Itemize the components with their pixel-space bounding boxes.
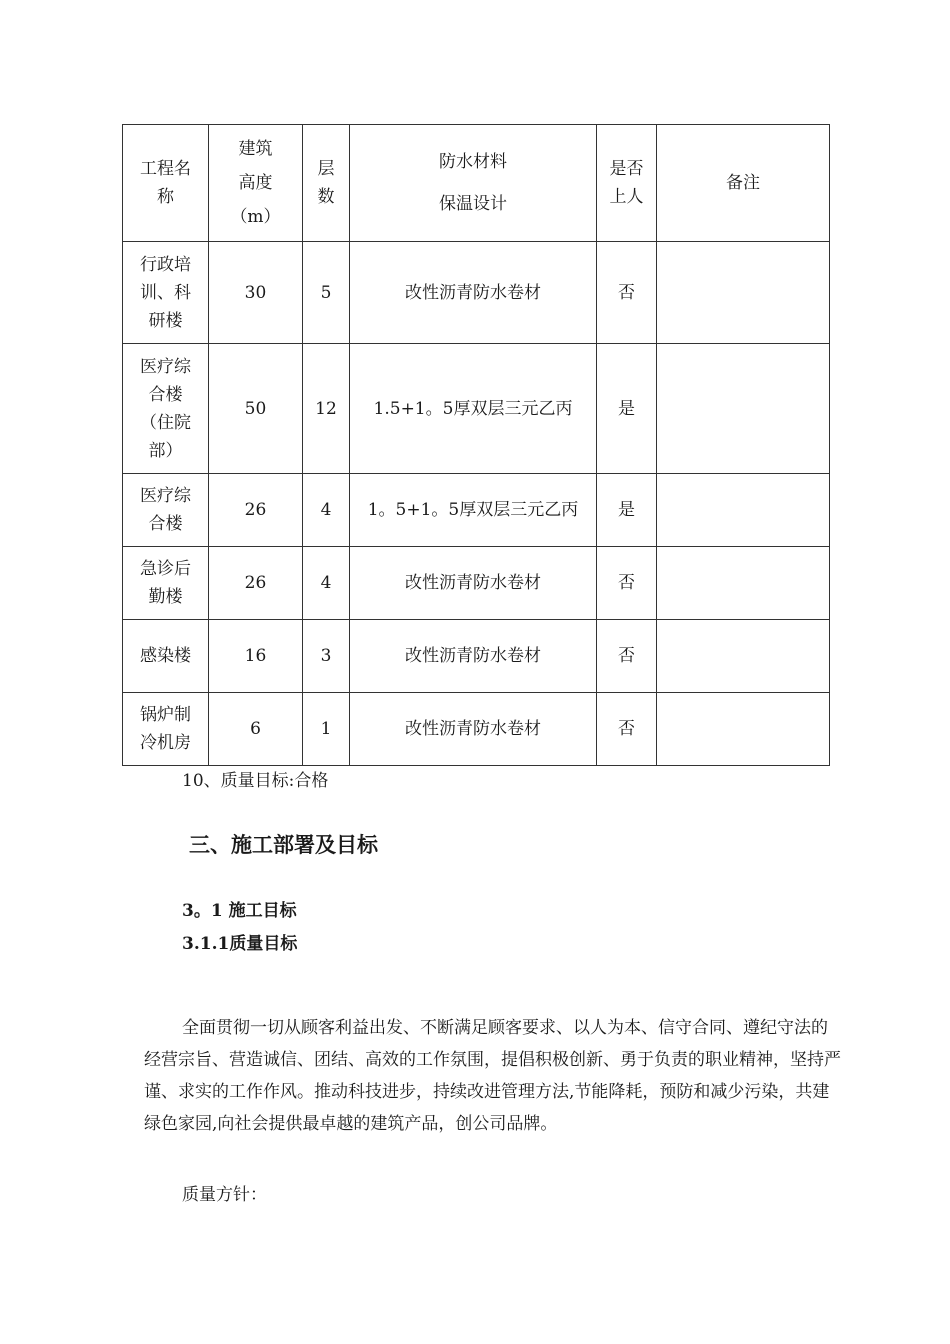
cell-height: 26 (209, 547, 303, 620)
cell-project-name: 行政培 训、科 研楼 (123, 242, 209, 344)
cell-walkable: 否 (597, 242, 657, 344)
table-row (123, 693, 830, 766)
cell-floors: 3 (303, 620, 350, 693)
cell-remark (657, 474, 830, 547)
cell-height: 26 (209, 474, 303, 547)
cell-project-name: 医疗综 合楼 （住院 部） (123, 344, 209, 474)
header-remark: 备注 (657, 125, 830, 242)
cell-material: 1.5+1。5厚双层三元乙丙 (350, 344, 597, 474)
cell-floors: 5 (303, 242, 350, 344)
cell-height: 16 (209, 620, 303, 693)
cell-project-name: 感染楼 (123, 620, 209, 693)
subsection-heading: 3。1 施工目标 (182, 901, 297, 921)
cell-remark (657, 693, 830, 766)
table-row (123, 344, 830, 474)
cell-floors: 4 (303, 547, 350, 620)
table-row (123, 474, 830, 547)
cell-material: 改性沥青防水卷材 (350, 620, 597, 693)
cell-height: 50 (209, 344, 303, 474)
cell-remark (657, 344, 830, 474)
cell-project-name: 医疗综 合楼 (123, 474, 209, 547)
cell-remark (657, 242, 830, 344)
header-walkable: 是否 上人 (597, 125, 657, 242)
table-row (123, 620, 830, 693)
quality-target-note: 10、质量目标:合格 (182, 771, 329, 791)
cell-floors: 12 (303, 344, 350, 474)
quality-paragraph: 全面贯彻一切从顾客利益出发、不断满足顾客要求、以人为本、信守合同、遵纪守法的经营宗旨、营造诚信、团结、高效的工作氛围，提倡积极创新、勇于负责的职业精神，坚持严谨、求实的工作作风。推动科技进步，持续改进管理方法,节能降耗，预防和减少污染，共建绿色家园,向社会提供最卓越的建筑产品，创公司品牌。 (144, 1018, 841, 1134)
cell-height: 6 (209, 693, 303, 766)
cell-walkable: 是 (597, 474, 657, 547)
cell-walkable: 否 (597, 620, 657, 693)
cell-project-name: 急诊后 勤楼 (123, 547, 209, 620)
cell-remark (657, 547, 830, 620)
subsubsection-heading: 3.1.1质量目标 (182, 934, 298, 954)
project-spec-table (122, 124, 830, 766)
cell-material: 改性沥青防水卷材 (350, 693, 597, 766)
cell-floors: 1 (303, 693, 350, 766)
header-waterproof-material: 防水材料 保温设计 (350, 125, 597, 242)
cell-material: 改性沥青防水卷材 (350, 547, 597, 620)
cell-height: 30 (209, 242, 303, 344)
header-floors: 层 数 (303, 125, 350, 242)
section-heading: 三、施工部署及目标 (189, 832, 378, 857)
table-row (123, 547, 830, 620)
table-row (123, 242, 830, 344)
cell-project-name: 锅炉制 冷机房 (123, 693, 209, 766)
cell-floors: 4 (303, 474, 350, 547)
header-building-height: 建筑 高度 （m） (209, 125, 303, 242)
cell-walkable: 否 (597, 547, 657, 620)
cell-walkable: 否 (597, 693, 657, 766)
cell-material: 1。5+1。5厚双层三元乙丙 (350, 474, 597, 547)
header-project-name: 工程名 称 (123, 125, 209, 242)
table-header-row (123, 125, 830, 242)
cell-walkable: 是 (597, 344, 657, 474)
cell-remark (657, 620, 830, 693)
quality-policy-label: 质量方针： (182, 1185, 267, 1205)
cell-material: 改性沥青防水卷材 (350, 242, 597, 344)
